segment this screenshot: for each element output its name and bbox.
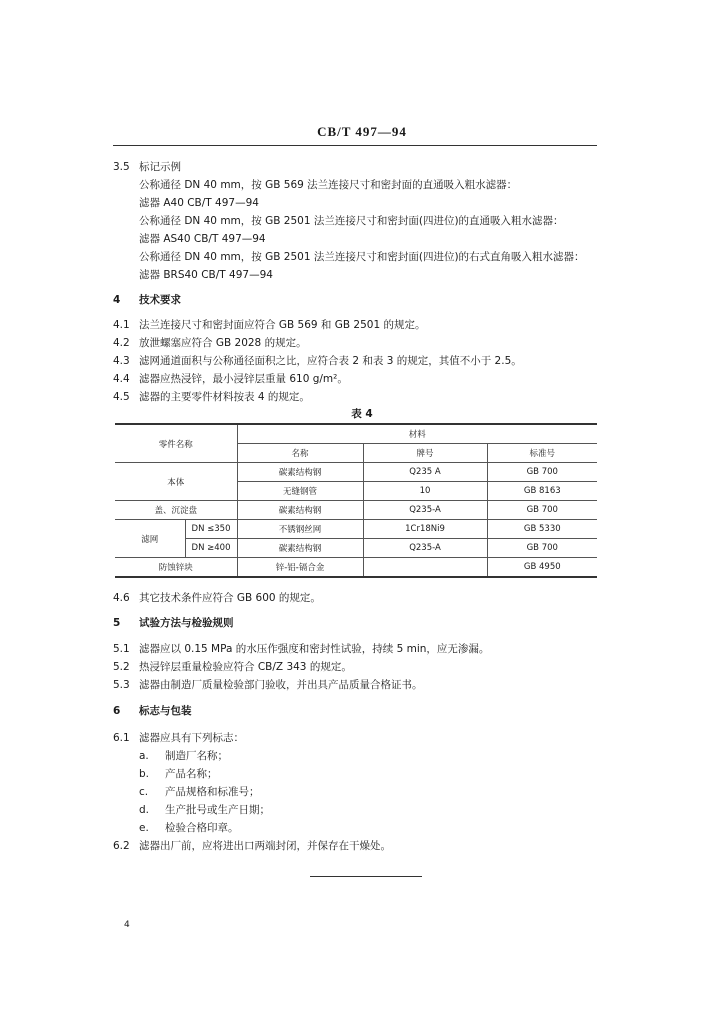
list-item: d. 生产批号或生产日期； <box>139 804 270 816</box>
page-number: 4 <box>124 920 130 930</box>
list-item: e. 检验合格印章。 <box>139 822 239 834</box>
example-line: 滤器 BRS40 CB/T 497—94 <box>139 269 273 281</box>
standard-cell: GB 700 <box>487 463 597 482</box>
end-rule <box>310 876 422 877</box>
section-6-heading <box>113 704 192 718</box>
header-standard: 标准号 <box>487 444 597 463</box>
section-title: 技术要求 <box>139 294 181 306</box>
table-row <box>115 520 597 539</box>
section-number: 3.5 <box>113 161 130 173</box>
part-name-cell: 滤网 <box>115 520 185 558</box>
table-row <box>115 539 597 558</box>
grade-cell: Q235-A <box>363 501 487 520</box>
grade-cell: Q235 A <box>363 463 487 482</box>
clause-5-3: 5.3 滤器由制造厂质量检验部门验收，并出具产品质量合格证书。 <box>113 679 423 691</box>
part-name-cell: 盖、沉淀盘 <box>115 501 237 520</box>
material-name-cell: 碳素结构钢 <box>237 463 363 482</box>
clause-4-3: 4.3 滤网通道面积与公称通径面积之比，应符合表 2 和表 3 的规定，其值不小于 2.5。 <box>113 355 522 367</box>
grade-cell <box>363 558 487 578</box>
section-3-5-heading <box>113 160 181 174</box>
list-item: a. 制造厂名称； <box>139 750 228 762</box>
part-name-cell: 防蚀锌块 <box>115 558 237 578</box>
section-title: 标记示例 <box>139 161 181 173</box>
list-item: b. 产品名称； <box>139 768 218 780</box>
standard-cell: GB 700 <box>487 501 597 520</box>
page-header-title: CB/T 497—94 <box>317 124 407 139</box>
header-rule <box>113 145 597 146</box>
table-header-row <box>115 424 597 444</box>
clause-4-6: 4.6 其它技术条件应符合 GB 600 的规定。 <box>113 592 321 604</box>
clause-4-2: 4.2 放泄螺塞应符合 GB 2028 的规定。 <box>113 337 307 349</box>
clause-4-1: 4.1 法兰连接尺寸和密封面应符合 GB 569 和 GB 2501 的规定。 <box>113 319 426 331</box>
clause-6-1: 6.1 滤器应具有下列标志： <box>113 732 244 744</box>
example-line: 公称通径 DN 40 mm，按 GB 2501 法兰连接尺寸和密封面(四进位)的右式直角吸入粗水滤器： <box>139 251 585 263</box>
grade-cell: Q235-A <box>363 539 487 558</box>
section-number: 6 <box>113 705 121 717</box>
material-name-cell: 锌-铝-镉合金 <box>237 558 363 578</box>
example-line: 滤器 AS40 CB/T 497—94 <box>139 233 266 245</box>
condition-cell: DN ≥400 <box>185 539 237 558</box>
table-row <box>115 501 597 520</box>
example-line: 公称通径 DN 40 mm，按 GB 569 法兰连接尺寸和密封面的直通吸入粗水滤器： <box>139 179 518 191</box>
clause-5-1: 5.1 滤器应以 0.15 MPa 的水压作强度和密封性试验，持续 5 min，应无渗漏。 <box>113 643 490 655</box>
material-name-cell: 不锈钢丝网 <box>237 520 363 539</box>
standard-cell: GB 5330 <box>487 520 597 539</box>
header-material: 材料 <box>237 424 597 444</box>
table-row <box>115 463 597 482</box>
standard-cell: GB 8163 <box>487 482 597 501</box>
clause-6-2: 6.2 滤器出厂前，应将进出口两端封闭，并保存在干燥处。 <box>113 840 391 852</box>
grade-cell: 1Cr18Ni9 <box>363 520 487 539</box>
material-name-cell: 无缝钢管 <box>237 482 363 501</box>
header-grade: 牌号 <box>363 444 487 463</box>
section-5-heading <box>113 616 234 630</box>
table-row <box>115 558 597 578</box>
example-line: 滤器 A40 CB/T 497—94 <box>139 197 259 209</box>
condition-cell: DN ≤350 <box>185 520 237 539</box>
part-name-cell: 本体 <box>115 463 237 501</box>
clause-5-2: 5.2 热浸锌层重量检验应符合 CB/Z 343 的规定。 <box>113 661 352 673</box>
table-caption: 表 4 <box>351 408 373 420</box>
material-name-cell: 碳素结构钢 <box>237 539 363 558</box>
list-item: c. 产品规格和标准号； <box>139 786 260 798</box>
material-table <box>115 423 597 578</box>
section-title: 试验方法与检验规则 <box>139 617 234 629</box>
example-line: 公称通径 DN 40 mm，按 GB 2501 法兰连接尺寸和密封面(四进位)的直通吸入粗水滤器： <box>139 215 564 227</box>
header-part-name: 零件名称 <box>115 424 237 463</box>
section-title: 标志与包装 <box>139 705 192 717</box>
standard-cell: GB 4950 <box>487 558 597 578</box>
section-4-heading <box>113 293 181 307</box>
clause-4-5: 4.5 滤器的主要零件材料按表 4 的规定。 <box>113 391 310 403</box>
clause-4-4: 4.4 滤器应热浸锌，最小浸锌层重量 610 g/m²。 <box>113 373 348 385</box>
header-name: 名称 <box>237 444 363 463</box>
grade-cell: 10 <box>363 482 487 501</box>
section-number: 4 <box>113 294 121 306</box>
material-name-cell: 碳素结构钢 <box>237 501 363 520</box>
section-number: 5 <box>113 617 121 629</box>
standard-cell: GB 700 <box>487 539 597 558</box>
